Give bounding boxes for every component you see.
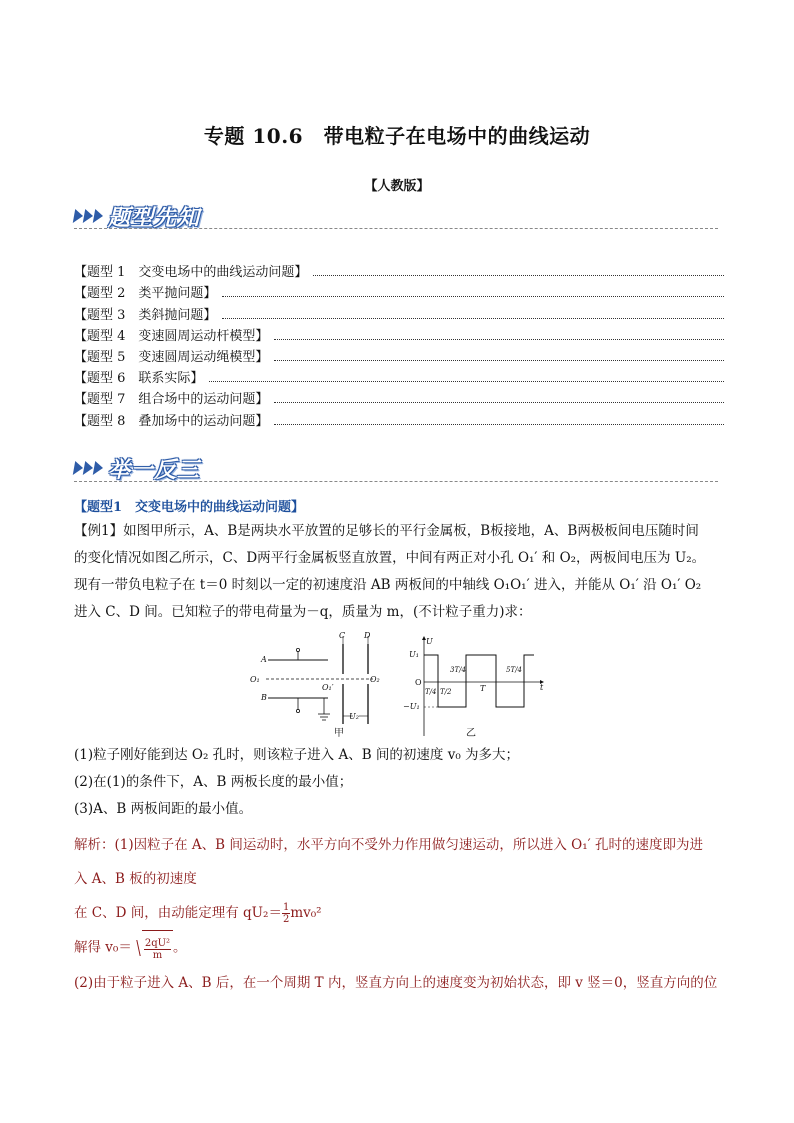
leader-dots — [222, 317, 724, 319]
question-3: (3)A、B 两板间距的最小值。 — [74, 801, 253, 817]
label-D: D — [364, 632, 371, 640]
example-statement — [74, 518, 724, 626]
axis-label-U: U — [426, 637, 433, 646]
toc-item[interactable]: 【题型 4 变速圆周运动杆模型】 — [74, 323, 728, 344]
divider — [74, 228, 718, 229]
banner-title: 举一反三 — [108, 457, 201, 483]
label-neg-U1: −U₁ — [403, 702, 420, 711]
label-O1: O₁ — [250, 675, 260, 684]
tick-3T4: 3T/4 — [450, 666, 466, 674]
leader-dots — [313, 274, 724, 276]
questions — [74, 742, 724, 823]
label-U1: U₁ — [409, 650, 419, 659]
leader-dots — [274, 338, 724, 340]
leader-dots — [222, 295, 724, 297]
fraction: $\frac{\text{2qU²}}{m}$ — [144, 938, 171, 961]
solution-line: 入 A、B 板的初速度 — [74, 871, 197, 887]
axis-label-t: t — [540, 683, 544, 692]
example-line: 的变化情况如图乙所示，C、D两平行金属板竖直放置，中间有两正对小孔 O₁′ 和 O₂，两板间电压为 U₂。 — [74, 550, 706, 566]
toc-item[interactable]: 【题型 1 交变电场中的曲线运动问题】 — [74, 259, 728, 280]
toc-item[interactable]: 【题型 2 类平抛问题】 — [74, 280, 728, 301]
toc-item[interactable]: 【题型 3 类斜抛问题】 — [74, 301, 728, 322]
toc-item[interactable]: 【题型 8 叠加场中的运动问题】 — [74, 407, 728, 428]
origin-label: O — [415, 678, 422, 687]
solution-line-result: 解得 v₀＝ $\frac{\text{2qU²}}{m}$ 。 — [74, 930, 724, 966]
leader-dots — [274, 401, 724, 403]
tick-T4: T/4 — [425, 688, 437, 696]
fraction: $\frac{1}{2}$ — [282, 902, 290, 925]
edition-label: 【人教版】 — [364, 179, 430, 194]
leader-dots — [274, 423, 724, 425]
square-root — [132, 930, 173, 966]
toc-item[interactable]: 【题型 6 联系实际】 — [74, 365, 728, 386]
label-B: B — [261, 693, 267, 702]
solution-line: 解析：(1)因粒子在 A、B 间运动时，水平方向不受外力作用做匀速运动，所以进入 O₁′ 孔时的速度即为进 — [74, 837, 704, 853]
table-of-contents — [74, 259, 728, 429]
tick-T: T — [480, 684, 486, 693]
label-O2: O₂ — [370, 675, 380, 684]
label-C: C — [339, 632, 346, 640]
question-1: (1)粒子刚好能到达 O₂ 孔时，则该粒子进入 A、B 间的初速度 v₀ 为多大； — [74, 747, 520, 763]
figure-yi — [403, 636, 544, 739]
tick-T2: T/2 — [440, 688, 452, 696]
triple-arrow-icon — [74, 461, 104, 475]
example-line: 进入 C、D 间。已知粒子的带电荷量为－q，质量为 m，(不计粒子重力)求： — [74, 604, 532, 620]
toc-item[interactable]: 【题型 5 变速圆周运动绳模型】 — [74, 344, 728, 365]
tick-5T4: 5T/4 — [506, 666, 522, 674]
solution-line: (2)由于粒子进入 A、B 后，在一个周期 T 内，竖直方向上的速度变为初始状态，即 v 竖＝0，竖直方向的位 — [74, 975, 718, 991]
caption-yi: 乙 — [466, 728, 476, 739]
caption-jia: 甲 — [334, 728, 344, 739]
label-U2: U₂ — [349, 712, 359, 721]
example-line: 现有一带负电粒子在 t＝0 时刻以一定的初速度沿 AB 两板间的中轴线 O₁O₁′ 进入，并能从 O₁′ 沿 O₁′ O₂ — [74, 577, 702, 593]
banner-section-practice — [74, 452, 200, 484]
banner-title: 题型先知 — [108, 205, 201, 231]
toc-item[interactable]: 【题型 7 组合场中的运动问题】 — [74, 386, 728, 407]
question-2: (2)在(1)的条件下，A、B 两板长度的最小值； — [74, 774, 353, 790]
label-O1-prime: O₁′ — [322, 683, 334, 692]
circuit-and-voltage-figure — [248, 632, 548, 744]
solution-line-energy: 在 C、D 间，由动能定理有 qU₂＝ $\frac{1}{2}$ mv₀² — [74, 902, 322, 925]
figure-jia — [250, 632, 380, 739]
divider — [74, 481, 718, 482]
triple-arrow-icon — [74, 209, 104, 223]
leader-dots — [209, 380, 724, 382]
section-heading: 【题型1 交变电场中的曲线运动问题】 — [74, 500, 305, 515]
solution — [74, 828, 724, 1000]
label-A: A — [261, 655, 267, 664]
example-line: 【例1】如图甲所示，A、B是两块水平放置的足够长的平行金属板，B板接地，A、B两极板间电压随时间 — [74, 523, 699, 539]
leader-dots — [274, 359, 724, 361]
page-title: 专题 10.6 带电粒子在电场中的曲线运动 — [203, 124, 591, 148]
